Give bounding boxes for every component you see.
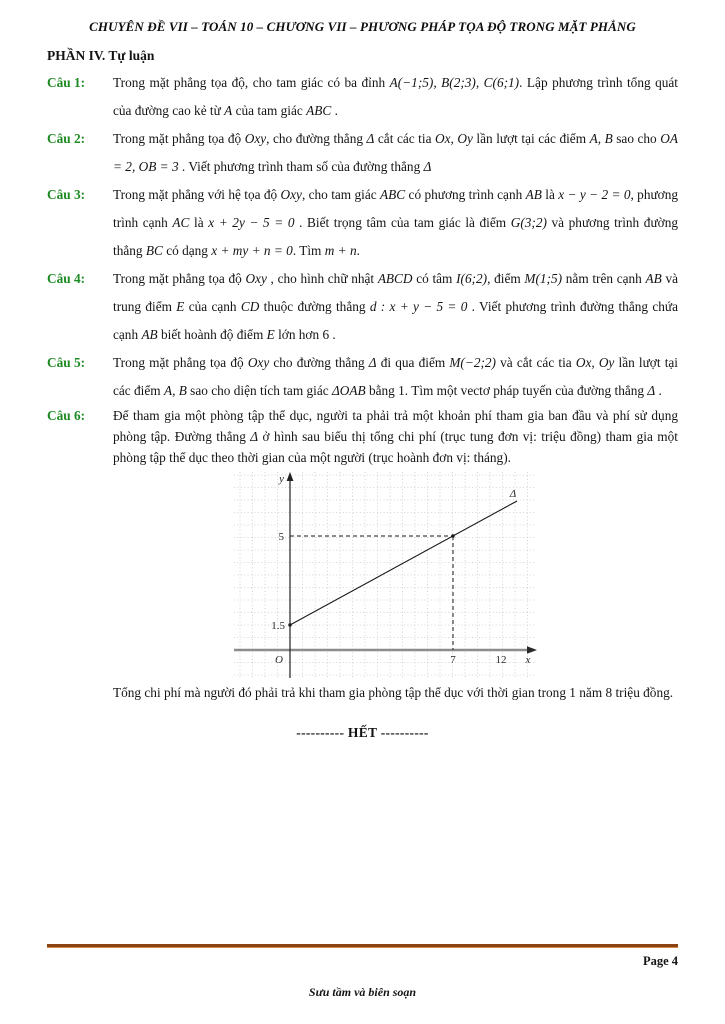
end-marker: ---------- HẾT ---------- [296,725,429,740]
footer-rule [47,944,678,948]
delta-label: Δ [509,488,517,500]
x-tick-12: 12 [495,654,507,666]
question-text: Trong mặt phẳng tọa độ, cho tam giác có ba đỉnh A(−1;5), B(2;3), C(6;1). Lập phương trình tổng quát của đường cao kẻ từ A của tam giác ABC . [113,75,678,118]
closing-text: Tổng chi phí mà người đó phải trả khi tham gia phòng tập thể dục với thời gian trong 1 năm 8 triệu đồng. [113,685,674,700]
y-axis-label: y [279,473,284,485]
question-row [47,405,678,468]
y-axis-arrow-icon [287,472,294,481]
page-footer [47,944,678,1000]
cost-chart [232,470,538,682]
question-label: Câu 5: [47,355,86,370]
chart-grid [234,472,536,677]
question-text: Trong mặt phẳng tọa độ Oxy , cho hình chữ nhật ABCD có tâm I(6;2), điểm M(1;5) nằm trên cạnh AB và trung điểm E của cạnh CD thuộc đường thẳng d : x + y − 5 = 0 . Viết phương trình đường thẳng chứa cạnh AB biết hoành độ điểm E lớn hơn 6 . [113,271,679,342]
question-row [47,349,678,405]
x-axis-arrow-icon [527,646,537,654]
line-point-7-5 [451,534,454,537]
question-label: Câu 3: [47,187,86,202]
question-list [47,69,678,468]
question-row [47,265,678,349]
page-title: CHUYÊN ĐỀ VII – TOÁN 10 – CHƯƠNG VII – PHƯƠNG PHÁP TỌA ĐỘ TRONG MẶT PHẲNG [89,19,636,34]
origin-label: O [275,654,283,666]
delta-line [290,501,517,625]
x-tick-7: 7 [450,654,456,666]
question-label: Câu 4: [47,271,86,286]
page-number: Page 4 [642,954,678,968]
question-text: Trong mặt phẳng tọa độ Oxy cho đường thẳng Δ đi qua điểm M(−2;2) và cắt các tia Ox, Oy lần lượt tại các điểm A, B sao cho diện tích tam giác ΔOAB bằng 1. Tìm một vectơ pháp tuyến của đường thẳng Δ . [113,355,678,398]
y-tick-5: 5 [278,531,284,543]
question-text: Trong mặt phẳng với hệ tọa độ Oxy, cho tam giác ABC có phương trình cạnh AB là x − y − 2 = 0, phương trình cạnh AC là x + 2y − 5 = 0 . Biết trọng tâm của tam giác là điểm G(3;2) và phương trình đường thẳng BC có dạng x + my + n = 0. Tìm m + n. [113,187,679,258]
section-title: PHẦN IV. Tự luận [47,48,155,63]
line-start-point [288,623,291,626]
x-axis-label: x [525,654,531,666]
question-label: Câu 1: [47,75,86,90]
question-row [47,125,678,181]
question-row [47,181,678,265]
question-row [47,69,678,125]
footer-credit: Sưu tầm và biên soạn [308,985,417,999]
question-label: Câu 2: [47,131,86,146]
question-label: Câu 6: [47,408,86,423]
question-text: Để tham gia một phòng tập thể dục, người ta phải trả một khoản phí tham gia ban đầu và phí sử dụng phòng tập. Đường thẳng Δ ở hình sau biểu thị tổng chi phí (trục tung đơn vị: triệu đồng) tham gia một phòng tập thể dục theo thời gian của một người (trục hoành đơn vị: tháng). [113,408,678,465]
y-tick-1-5: 1.5 [271,620,285,632]
question-text: Trong mặt phẳng tọa độ Oxy, cho đường thẳng Δ cắt các tia Ox, Oy lần lượt tại các điểm A, B sao cho OA = 2, OB = 3 . Viết phương trình tham số của đường thẳng Δ [113,131,678,174]
